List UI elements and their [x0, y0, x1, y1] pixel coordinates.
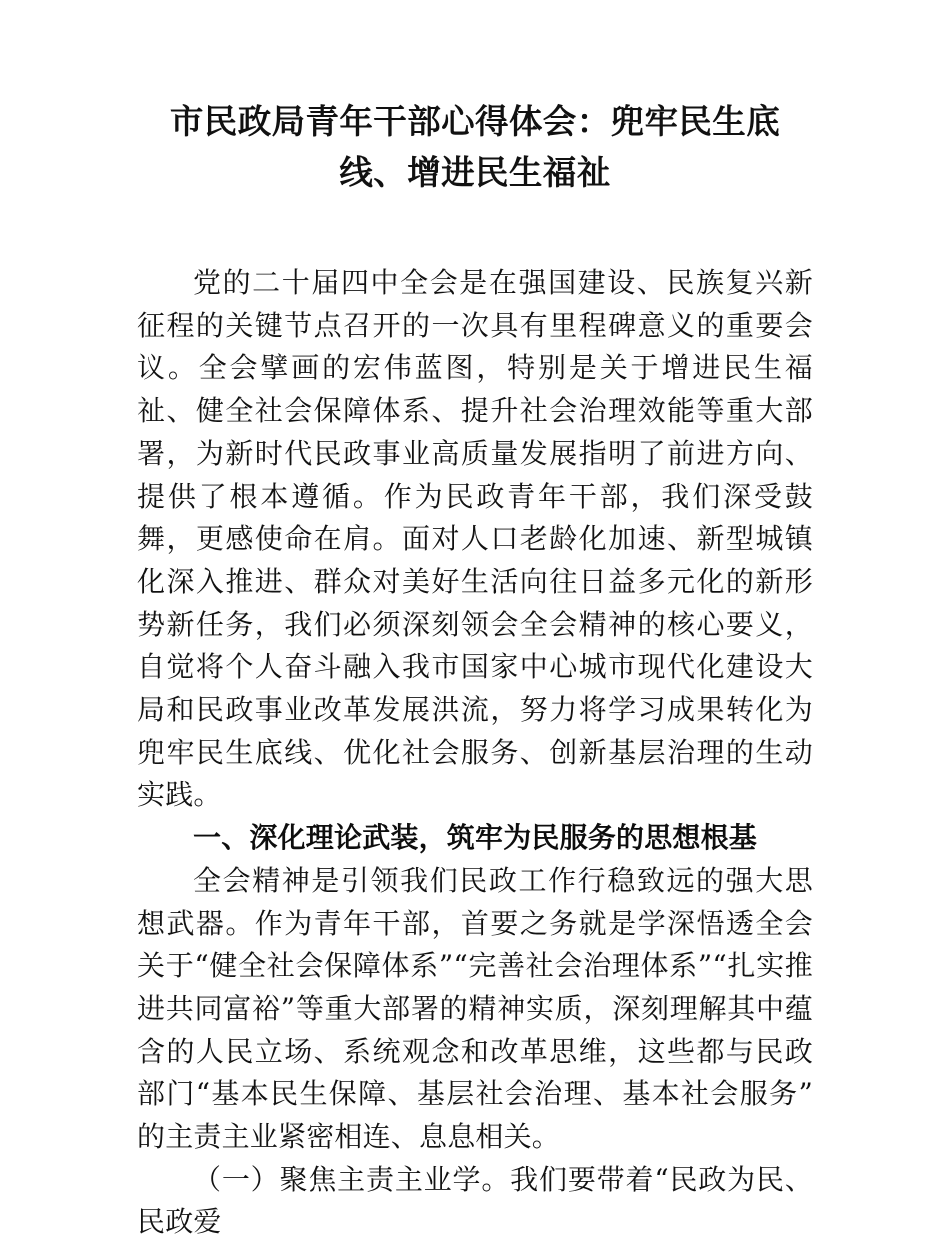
section-heading-one: 一、深化理论武装，筑牢为民服务的思想根基 [193, 821, 758, 855]
paragraph-section-one-body: 全会精神是引领我们民政工作行稳致远的强大思想武器。作为青年干部，首要之务就是学深悟透全会关于“健全社会保障体系”“完善社会治理体系”“扎实推进共同富裕”等重大部署的精神实质，深刻理解其中蕴含的人民立场、系统观念和改革思维，这些都与民政部门“基本民生保障、基层社会治理、基本社会服务”的主责主业紧密相连、息息相关。 [137, 863, 813, 1154]
paragraph-intro: 党的二十届四中全会是在强国建设、民族复兴新征程的关键节点召开的一次具有里程碑意义的重要会议。全会擘画的宏伟蓝图，特别是关于增进民生福祉、健全社会保障体系、提升社会治理效能等重大部署，为新时代民政事业高质量发展指明了前进方向、提供了根本遵循。作为民政青年干部，我们深受鼓舞，更感使命在肩。面对人口老龄化加速、新型城镇化深入推进、群众对美好生活向往日益多元化的新形势新任务，我们必须深刻领会全会精神的核心要义，自觉将个人奋斗融入我市国家中心城市现代化建设大局和民政事业改革发展洪流，努力将学习成果转化为兜牢民生底线、优化社会服务、创新基层治理的生动实践。 [137, 266, 813, 812]
page-title: 市民政局青年干部心得体会：兜牢民生底线、增进民生福祉 [169, 102, 781, 192]
document-body [137, 262, 813, 1244]
paragraph-subsection-one: （一）聚焦主责主业学。我们要带着“民政为民、民政爱 [137, 1162, 813, 1239]
